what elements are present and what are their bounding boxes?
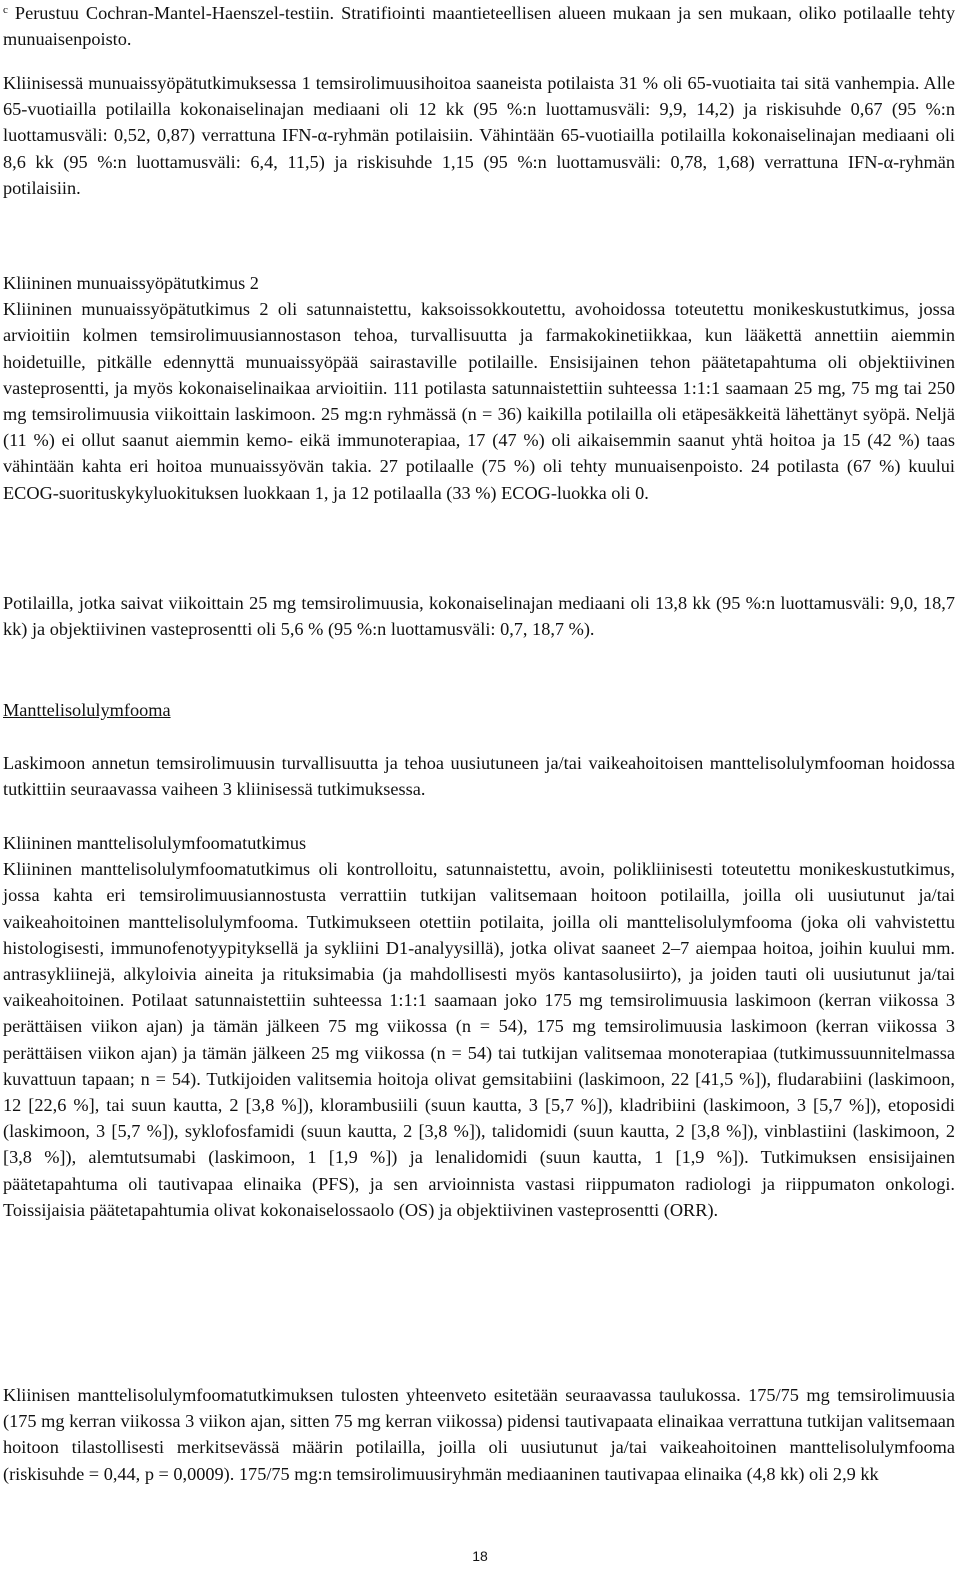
section-heading-mantle [3,697,955,723]
study2-result-text: Potilailla, jotka saivat viikoittain 25 mg temsirolimuusia, kokonaiselinajan mediaani oli 13,8 kk (95 %:n luottamusväli: 9,0, 18,7 kk) ja objektiivinen vasteprosentti oli 5,6 % (95 %:n luottamusväli: 0,7, 18,7 %). [3,593,955,640]
study2-body: Kliininen munuaissyöpätutkimus 2 oli satunnaistettu, kaksoissokkoutettu, avohoidossa toteutettu monikeskustutkimus, jossa arvioitiin kolmen temsirolimuusiannostason tehoa, turvallisuutta ja farmakokinetiikkaa, kun lääkettä annettiin aiemmin hoidetuille, pitkälle edennyttä munuaissyöpää sairastaville potilaille. Ensisijainen tehon päätetapahtuma oli objektiivinen vasteprosentti, ja myös kokonaiselinaikaa arvioitiin. 111 potilasta satunnaistettiin suhteessa 1:1:1 saamaan 25 mg, 75 mg tai 250 mg temsirolimuusia viikoittain laskimoon. 25 mg:n ryhmässä (n = 36) kaikilla potilailla oli etäpesäkkeitä lähettänyt syöpä. Neljä (11 %) ei ollut saanut aiemmin kemo- eikä immunoterapiaa, 17 (47 %) oli aikaisemmin saanut yhtä hoitoa ja 15 (42 %) taas vähintään kahta eri hoitoa munuaissyövän takia. 27 potilaalle (75 %) oli tehty munuaisenpoisto. 24 potilasta (67 %) kuului ECOG-suorituskykyluokituksen luokkaan 1, ja 12 potilaalla (33 %) ECOG-luokka oli 0. [3,299,955,503]
paragraph-study1-age [3,70,955,201]
paragraph-study2-result [3,590,955,642]
footnote-marker: c [3,4,8,16]
footnote-text: Perustuu Cochran-Mantel-Haenszel-testiin. Stratifiointi maantieteellisen alueen mukaan ja sen mukaan, oliko potilaalle tehty munuaisenpoisto. [3,3,955,50]
study2-heading: Kliininen munuaissyöpätutkimus 2 [3,273,259,293]
mantle-intro-text: Laskimoon annetun temsirolimuusin turvallisuutta ja tehoa uusiutuneen ja/tai vaikeahoitoisen manttelisolulymfooman hoidossa tutkittiin seuraavassa vaiheen 3 kliinisessä tutkimuksessa. [3,753,955,800]
section-mantle-study [3,830,955,1223]
mantle-heading: Manttelisolulymfooma [3,700,171,720]
paragraph-study1-text: Kliinisessä munuaissyöpätutkimuksessa 1 temsirolimuusihoitoa saaneista potilaista 31 % oli 65-vuotiaita tai sitä vanhempia. Alle 65-vuotiailla potilailla kokonaiselinajan mediaani oli 12 kk (95 %:n luottamusväli: 9,9, 14,2) ja riskisuhde 0,67 (95 %:n luottamusväli: 0,52, 0,87) verrattuna IFN-α-ryhmän potilaisiin. Vähintään 65-vuotiailla potilailla kokonaiselinajan mediaani oli 8,6 kk (95 %:n luottamusväli: 6,4, 11,5) ja riskisuhde 1,15 (95 %:n luottamusväli: 0,78, 1,68) verrattuna IFN-α-ryhmän potilaisiin. [3,73,955,198]
mantle-study-body: Kliininen manttelisolulymfoomatutkimus oli kontrolloitu, satunnaistettu, avoin, polikliinisesti toteutettu monikeskustutkimus, jossa kahta eri temsirolimuusiannostusta verrattiin tutkijan valitsemaan hoitoon potilailla, joilla oli uusiutunut ja/tai vaikeahoitoinen manttelisolulymfooma. Tutkimukseen otettiin potilaita, joilla oli manttelisolulymfooma (joka oli vahvistettu histologisesti, immunofenotyypityksellä ja sykliini D1-analyysillä), jotka olivat saaneet 2–7 aiempaa hoitoa, joihin kuului mm. antrasykliinejä, alkyloivia aineita ja rituksimabia (ja mahdollisesti myös kantasolusiirto), ja joiden tauti oli uusiutunut ja/tai vaikeahoitoinen. Potilaat satunnaistettiin suhteessa 1:1:1 saamaan joko 175 mg temsirolimuusia laskimoon (kerran viikossa 3 perättäisen viikon ajan) ja tämän jälkeen 75 mg viikossa (n = 54), 175 mg temsirolimuusia laskimoon (kerran viikossa 3 perättäisen viikon ajan) ja tämän jälkeen 25 mg viikossa (n = 54) tai tutkijan valitsemaa monoterapiaa (tutkimussuunnitelmassa kuvattuun tapaan; n = 54). Tutkijoiden valitsemia hoitoja olivat gemsitabiini (laskimoon, 22 [41,5 %]), fludarabiini (laskimoon, 12 [22,6 %], tai suun kautta, 2 [3,8 %]), klorambusiili (suun kautta, 3 [5,7 %]), kladribiini (laskimoon, 3 [5,7 %]), etoposidi (laskimoon, 3 [5,7 %]), syklofosfamidi (suun kautta, 2 [3,8 %]), talidomidi (suun kautta, 2 [3,8 %]), vinblastiini (laskimoon, 2 [3,8 %]), alemtutsumabi (laskimoon, 1 [1,9 %]) ja lenalidomidi (suun kautta, 1 [1,9 %]). Tutkimuksen ensisijainen päätetapahtuma oli tautivapaa elinaika (PFS), ja sen arvioinnista vastasi riippumaton radiologi ja riippumaton onkologi. Toissijaisia päätetapahtumia olivat kokonaiselossaolo (OS) ja objektiivinen vasteprosentti (ORR). [3,859,955,1220]
paragraph-mantle-intro [3,750,955,802]
paragraph-mantle-summary [3,1382,955,1487]
section-study2 [3,270,955,506]
footnote [3,0,955,52]
mantle-summary-text: Kliinisen manttelisolulymfoomatutkimuksen tulosten yhteenveto esitetään seuraavassa taulukossa. 175/75 mg temsirolimuusia (175 mg kerran viikossa 3 viikon ajan, sitten 75 mg kerran viikossa) pidensi tautivapaata elinaikaa verrattuna tutkijan valitsemaan hoitoon tilastollisesti merkitsevässä määrin potilailla, joilla oli uusiutunut ja/tai vaikeahoitoinen manttelisolulymfooma (riskisuhde = 0,44, p = 0,0009). 175/75 mg:n temsirolimuusiryhmän mediaaninen tautivapaa elinaika (4,8 kk) oli 2,9 kk [3,1385,955,1484]
mantle-study-heading: Kliininen manttelisolulymfoomatutkimus [3,833,307,853]
page-number: 18 [472,1548,488,1564]
